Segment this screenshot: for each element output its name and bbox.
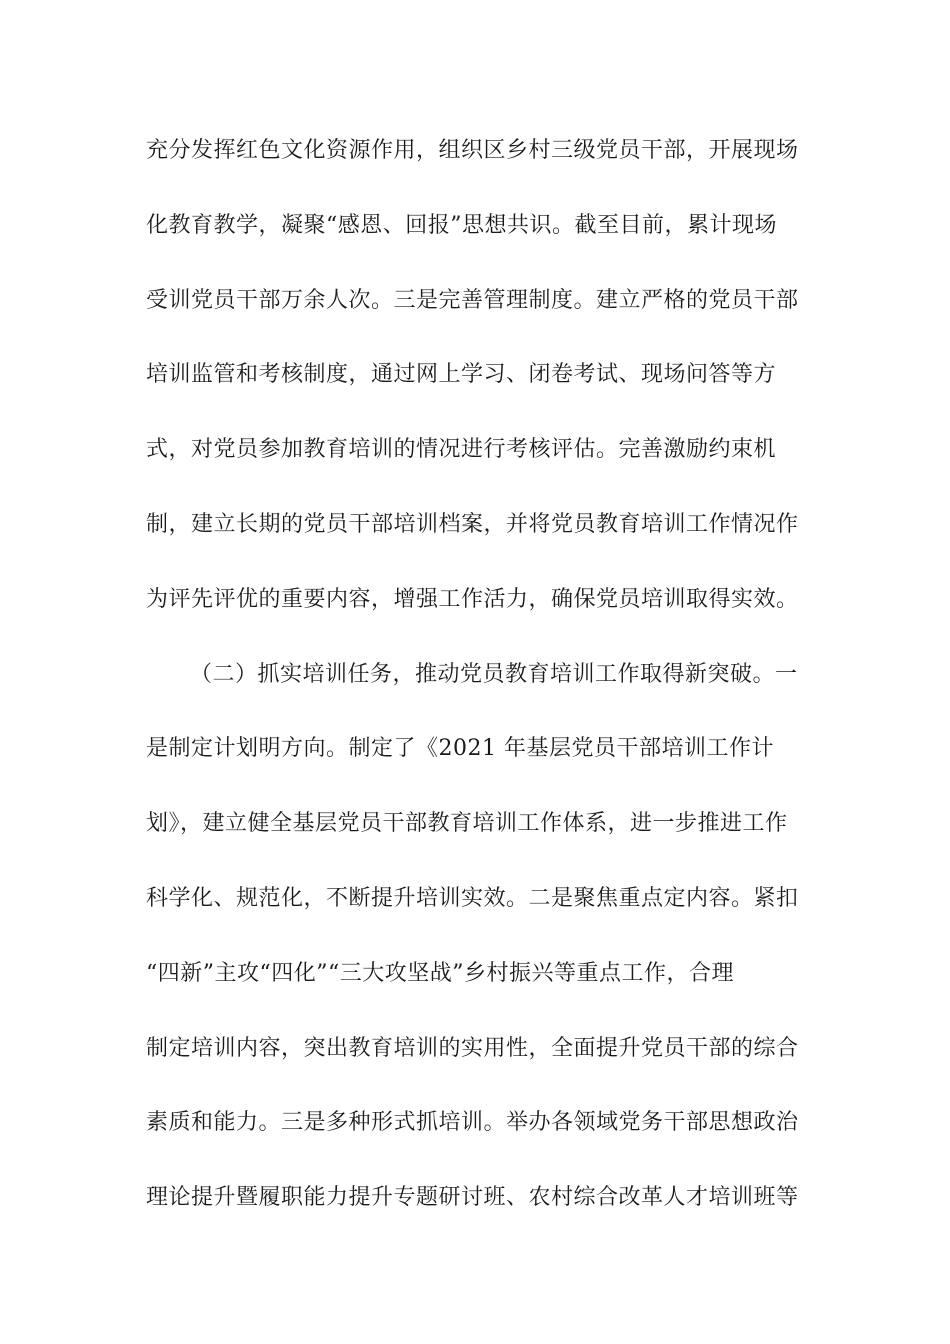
text-line: 是制定计划明方向。制定了《2021 年基层党员干部培训工作计 [146, 736, 774, 762]
text-line: 充分发挥红色文化资源作用，组织区乡村三级党员干部，开展现场 [146, 138, 799, 163]
text-line: 划》，建立健全基层党员干部教育培训工作体系，进一步推进工作 [146, 811, 788, 837]
text-line: 受训党员干部万余人次。三是完善管理制度。建立严格的党员干部 [146, 287, 799, 313]
document-body [146, 131, 806, 1253]
text-line: 科学化、规范化，不断提升培训实效。二是聚焦重点定内容。紧扣 [146, 885, 799, 911]
text-line: 式，对党员参加教育培训的情况进行考核评估。完善激励约束机 [146, 437, 777, 463]
text-line: 制，建立长期的党员干部培训档案，并将党员教育培训工作情况作 [146, 511, 799, 537]
text-line: 理论提升暨履职能力提升专题研讨班、农村综合改革人才培训班等 [146, 1185, 799, 1211]
section-heading-line: （二）抓实培训任务，推动党员教育培训工作取得新突破。一 [190, 661, 798, 687]
text-line: “四新”主攻“四化”“三大攻坚战”乡村振兴等重点工作，合理 [146, 960, 734, 986]
text-line: 化教育教学，凝聚“感恩、回报”思想共识。截至目前，累计现场 [146, 212, 777, 238]
text-line: 素质和能力。三是多种形式抓培训。举办各领域党务干部思想政治 [146, 1110, 799, 1136]
text-line: 培训监管和考核制度，通过网上学习、闭卷考试、现场问答等方 [146, 362, 777, 388]
text-line: 为评先评优的重要内容，增强工作活力，确保党员培训取得实效。 [146, 586, 799, 612]
text-line: 制定培训内容，突出教育培训的实用性，全面提升党员干部的综合 [146, 1035, 799, 1061]
